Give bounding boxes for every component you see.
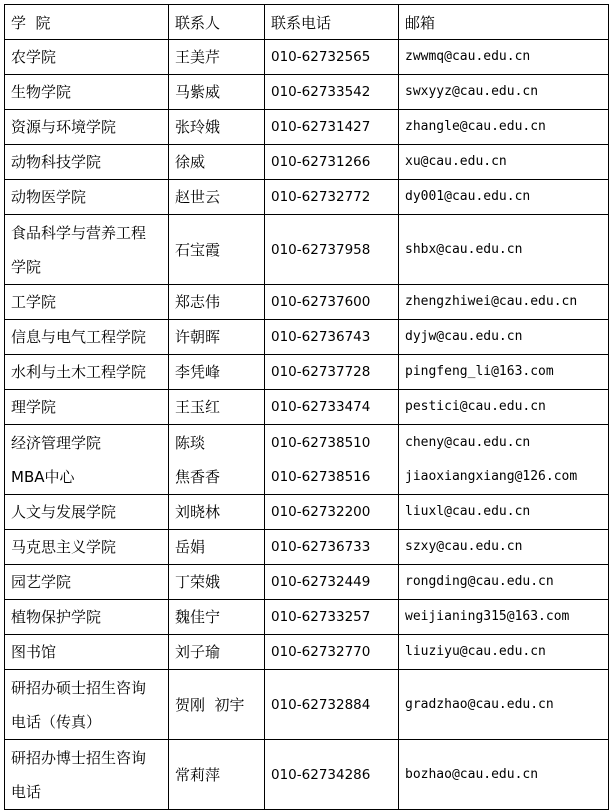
cell-phone <box>265 530 399 565</box>
cell-school-text: 研招办博士招生咨询 <box>11 748 147 767</box>
cell-school <box>5 390 169 425</box>
cell-email <box>399 75 609 110</box>
cell-school <box>5 600 169 635</box>
cell-email-text: cheny@cau.edu.cn <box>405 434 531 450</box>
table-row <box>5 110 609 145</box>
cell-phone <box>265 180 399 215</box>
cell-phone <box>265 600 399 635</box>
cell-email <box>399 145 609 180</box>
cell-phone <box>265 145 399 180</box>
cell-school <box>5 355 169 390</box>
cell-email-text: zhengzhiwei@cau.edu.cn <box>405 294 578 309</box>
cell-school-text: 经济管理学院 <box>11 433 102 452</box>
cell-contact-person <box>169 670 265 740</box>
cell-phone <box>265 40 399 75</box>
cell-school-text: 研招办硕士招生咨询 <box>11 678 147 697</box>
cell-email-text: rongding@cau.edu.cn <box>405 574 554 589</box>
table-row <box>5 320 609 355</box>
cell-school-text: 植物保护学院 <box>11 608 102 626</box>
cell-phone-text: 010-62732449 <box>271 574 371 590</box>
cell-contact-person-text: 马紫威 <box>175 83 221 101</box>
cell-phone <box>265 285 399 320</box>
cell-phone-text: 010-62734286 <box>271 766 371 783</box>
table-header-row <box>5 5 609 40</box>
cell-email-text: szxy@cau.edu.cn <box>405 539 523 554</box>
cell-email-text: dy001@cau.edu.cn <box>405 189 531 204</box>
cell-school-text: 动物科技学院 <box>11 153 102 171</box>
cell-contact-person-text: 王美芹 <box>175 48 221 66</box>
cell-email <box>399 565 609 600</box>
cell-contact-person-text: 魏佳宁 <box>175 608 221 626</box>
cell-email <box>399 425 609 495</box>
cell-email-text: xu@cau.edu.cn <box>405 154 507 169</box>
cell-contact-person <box>169 320 265 355</box>
cell-school-text: 资源与环境学院 <box>11 118 117 136</box>
cell-school-text: 水利与土木工程学院 <box>11 363 147 381</box>
cell-phone-text: 010-62738516 <box>271 468 371 485</box>
cell-school-text: 学院 <box>11 257 42 276</box>
table-row <box>5 565 609 600</box>
cell-school <box>5 565 169 600</box>
cell-email-text: liuxl@cau.edu.cn <box>405 504 531 519</box>
cell-contact-person <box>169 215 265 285</box>
cell-email-text: gradzhao@cau.edu.cn <box>405 696 554 712</box>
cell-phone-text: 010-62731427 <box>271 119 371 135</box>
cell-school-text: 园艺学院 <box>11 573 72 591</box>
cell-phone <box>265 495 399 530</box>
cell-email <box>399 495 609 530</box>
cell-phone <box>265 635 399 670</box>
cell-contact-person <box>169 145 265 180</box>
cell-phone-text: 010-62736743 <box>271 329 371 345</box>
cell-contact-person-text: 郑志伟 <box>175 293 221 311</box>
cell-contact-person-text: 徐威 <box>175 153 206 171</box>
cell-school <box>5 320 169 355</box>
cell-email-text: zwwmq@cau.edu.cn <box>405 49 531 64</box>
table-row <box>5 600 609 635</box>
cell-contact-person <box>169 390 265 425</box>
cell-email-text: liuziyu@cau.edu.cn <box>405 644 546 659</box>
cell-email <box>399 740 609 810</box>
cell-school-text: 信息与电气工程学院 <box>11 328 147 346</box>
table-row <box>5 740 609 810</box>
cell-school <box>5 495 169 530</box>
table-body <box>5 40 609 810</box>
cell-phone <box>265 75 399 110</box>
cell-school-text: 动物医学院 <box>11 188 87 206</box>
cell-phone <box>265 320 399 355</box>
cell-school-text: 电话 <box>11 782 42 801</box>
cell-email <box>399 320 609 355</box>
cell-school <box>5 670 169 740</box>
cell-school <box>5 110 169 145</box>
cell-school-text: 食品科学与营养工程 <box>11 223 147 242</box>
cell-phone-text: 010-62737600 <box>271 294 371 310</box>
table-row <box>5 390 609 425</box>
header-school: 学 院 <box>5 5 169 40</box>
cell-contact-person <box>169 740 265 810</box>
cell-phone-text: 010-62733474 <box>271 399 371 415</box>
cell-school <box>5 285 169 320</box>
table-row <box>5 145 609 180</box>
table-row <box>5 530 609 565</box>
cell-contact-person <box>169 355 265 390</box>
cell-school-text: 农学院 <box>11 48 57 66</box>
cell-phone-text: 010-62736733 <box>271 539 371 555</box>
table-row <box>5 670 609 740</box>
cell-contact-person <box>169 425 265 495</box>
cell-school <box>5 145 169 180</box>
cell-contact-person-text: 陈琰 <box>175 433 206 452</box>
cell-email <box>399 40 609 75</box>
contacts-table <box>4 4 609 810</box>
cell-school <box>5 635 169 670</box>
cell-phone-text: 010-62733542 <box>271 84 371 100</box>
cell-phone-text: 010-62732770 <box>271 644 371 660</box>
cell-contact-person <box>169 565 265 600</box>
table-row <box>5 285 609 320</box>
cell-contact-person <box>169 75 265 110</box>
cell-phone-text: 010-62732200 <box>271 504 371 520</box>
cell-school <box>5 215 169 285</box>
cell-school <box>5 740 169 810</box>
cell-contact-person-text: 常莉萍 <box>175 765 221 784</box>
cell-school-text: 生物学院 <box>11 83 72 101</box>
cell-phone <box>265 215 399 285</box>
cell-email-text: jiaoxiangxiang@126.com <box>405 468 578 484</box>
cell-contact-person <box>169 180 265 215</box>
cell-email-text: pingfeng_li@163.com <box>405 364 554 379</box>
header-email: 邮箱 <box>399 5 609 40</box>
cell-email <box>399 670 609 740</box>
cell-phone <box>265 390 399 425</box>
cell-email-text: weijianing315@163.com <box>405 609 570 624</box>
cell-phone <box>265 565 399 600</box>
cell-phone-text: 010-62731266 <box>271 154 371 170</box>
cell-school-text: 图书馆 <box>11 643 57 661</box>
cell-phone-text: 010-62732884 <box>271 696 371 713</box>
cell-contact-person-text: 贺刚 初宇 <box>175 695 245 714</box>
cell-school-text: 人文与发展学院 <box>11 503 117 521</box>
cell-contact-person-text: 刘晓林 <box>175 503 221 521</box>
cell-email <box>399 285 609 320</box>
cell-phone <box>265 110 399 145</box>
table-row <box>5 495 609 530</box>
cell-school <box>5 425 169 495</box>
cell-email-text: pestici@cau.edu.cn <box>405 399 546 414</box>
cell-school-text: MBA中心 <box>11 467 75 486</box>
cell-email-text: swxyyz@cau.edu.cn <box>405 84 539 99</box>
cell-contact-person <box>169 530 265 565</box>
cell-email-text: shbx@cau.edu.cn <box>405 241 523 257</box>
cell-contact-person <box>169 495 265 530</box>
cell-contact-person <box>169 285 265 320</box>
cell-school <box>5 180 169 215</box>
cell-email <box>399 530 609 565</box>
cell-phone-text: 010-62738510 <box>271 434 371 451</box>
table-row <box>5 215 609 285</box>
header-phone: 联系电话 <box>265 5 399 40</box>
cell-contact-person-text: 丁荣娥 <box>175 573 221 591</box>
cell-phone <box>265 355 399 390</box>
cell-school-text: 马克思主义学院 <box>11 538 117 556</box>
cell-phone-text: 010-62737958 <box>271 241 371 258</box>
cell-phone <box>265 740 399 810</box>
cell-email <box>399 180 609 215</box>
cell-phone-text: 010-62732565 <box>271 49 371 65</box>
cell-contact-person-text: 刘子瑜 <box>175 643 221 661</box>
cell-contact-person-text: 石宝霞 <box>175 240 221 259</box>
cell-school <box>5 75 169 110</box>
cell-school-text: 电话（传真） <box>11 712 102 731</box>
table-row <box>5 355 609 390</box>
cell-email-text: bozhao@cau.edu.cn <box>405 766 539 782</box>
table-row <box>5 40 609 75</box>
cell-contact-person-text: 张玲娥 <box>175 118 221 136</box>
cell-contact-person-text: 许朝晖 <box>175 328 221 346</box>
cell-school-text: 工学院 <box>11 293 57 311</box>
cell-email-text: zhangle@cau.edu.cn <box>405 119 546 134</box>
cell-contact-person-text: 王玉红 <box>175 398 221 416</box>
cell-phone-text: 010-62732772 <box>271 189 371 205</box>
table-row <box>5 75 609 110</box>
cell-contact-person-text: 岳娟 <box>175 538 206 556</box>
cell-phone <box>265 670 399 740</box>
cell-school <box>5 530 169 565</box>
cell-email <box>399 600 609 635</box>
cell-contact-person <box>169 110 265 145</box>
cell-contact-person-text: 李凭峰 <box>175 363 221 381</box>
cell-contact-person <box>169 40 265 75</box>
cell-email <box>399 355 609 390</box>
table-row <box>5 425 609 495</box>
cell-contact-person-text: 焦香香 <box>175 467 221 486</box>
cell-phone-text: 010-62733257 <box>271 609 371 625</box>
cell-email <box>399 110 609 145</box>
cell-email <box>399 215 609 285</box>
cell-phone <box>265 425 399 495</box>
header-contact: 联系人 <box>169 5 265 40</box>
cell-email <box>399 390 609 425</box>
table-row <box>5 180 609 215</box>
cell-phone-text: 010-62737728 <box>271 364 371 380</box>
cell-school <box>5 40 169 75</box>
table-row <box>5 635 609 670</box>
cell-contact-person <box>169 635 265 670</box>
cell-school-text: 理学院 <box>11 398 57 416</box>
cell-email <box>399 635 609 670</box>
cell-contact-person-text: 赵世云 <box>175 188 221 206</box>
cell-email-text: dyjw@cau.edu.cn <box>405 329 523 344</box>
cell-contact-person <box>169 600 265 635</box>
